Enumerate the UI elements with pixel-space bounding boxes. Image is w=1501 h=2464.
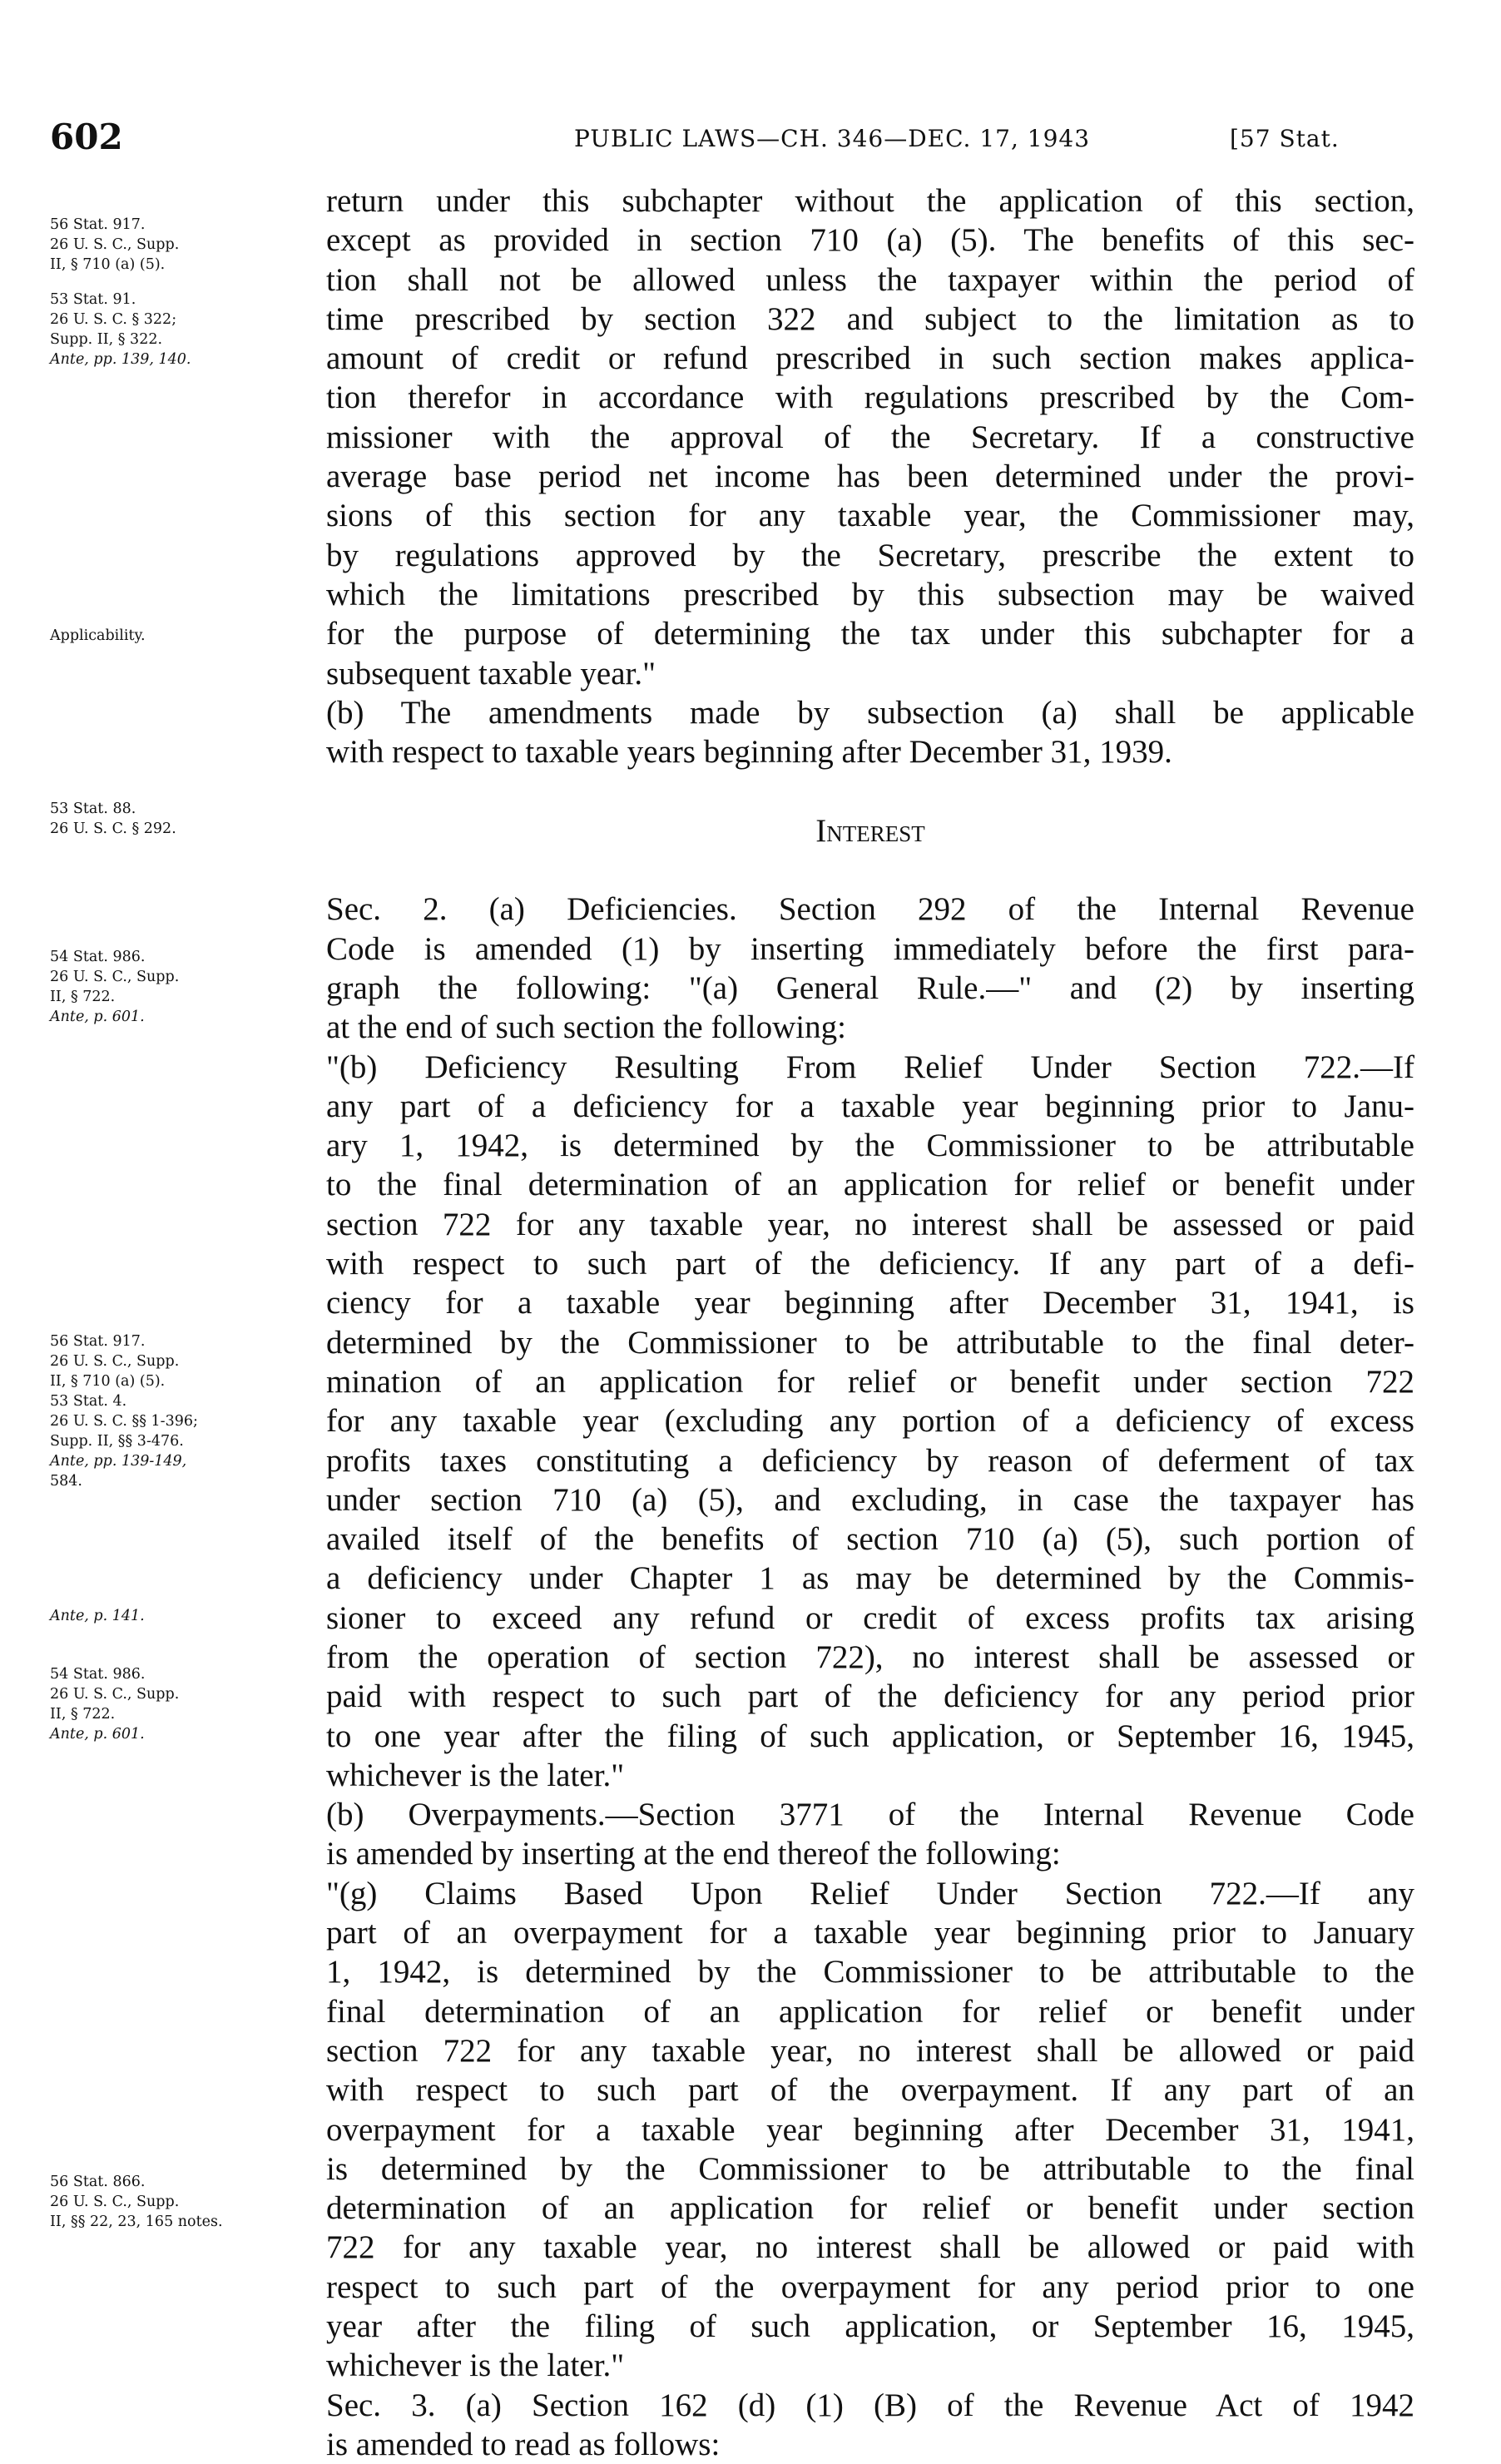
text-line: mination of an application for relief or benefit under section 722 bbox=[326, 1363, 1414, 1400]
text-line: tion therefor in accordance with regulations prescribed by the Com- bbox=[326, 379, 1414, 416]
text-line: return under this subchapter without the application of this section, bbox=[326, 183, 1414, 219]
text-line: from the operation of section 722), no interest shall be assessed or bbox=[326, 1639, 1414, 1675]
text-line: 1, 1942, is determined by the Commissioner to be attributable to the bbox=[326, 1954, 1414, 1991]
text-line: (b) Overpayments.—Section 3771 of the Internal Revenue Code bbox=[326, 1797, 1414, 1833]
text-line: "(b) Deficiency Resulting From Relief Under Section 722.—If bbox=[326, 1049, 1414, 1085]
text-line: determined by the Commissioner to be attributable to the final deter- bbox=[326, 1324, 1414, 1361]
text-line: to the final determination of an application for relief or benefit under bbox=[326, 1167, 1414, 1203]
text-line: sioner to exceed any refund or credit of excess profits tax arising bbox=[326, 1599, 1414, 1636]
page-number: 602 bbox=[50, 117, 123, 157]
margin-note: 53 Stat. 91. 26 U. S. C. § 322; Supp. II, § 322. Ante, pp. 139, 140. bbox=[50, 291, 191, 368]
text-line: graph the following: "(a) General Rule.—" and (2) by inserting bbox=[326, 969, 1414, 1006]
body-text bbox=[326, 181, 1414, 2464]
text-line: part of an overpayment for a taxable year beginning prior to January bbox=[326, 1915, 1414, 1951]
text-line: whichever is the later." bbox=[326, 1757, 625, 1793]
blank-line bbox=[326, 850, 1414, 890]
text-line: with respect to such part of the overpayment. If any part of an bbox=[326, 2072, 1414, 2109]
text-line: paid with respect to such part of the deficiency for any period prior bbox=[326, 1678, 1414, 1715]
text-line: overpayment for a taxable year beginning after December 31, 1941, bbox=[326, 2111, 1414, 2148]
page-header bbox=[0, 117, 1501, 158]
text-line: any part of a deficiency for a taxable year beginning prior to Janu- bbox=[326, 1088, 1414, 1124]
text-line: 722 for any taxable year, no interest shall be allowed or paid with bbox=[326, 2229, 1414, 2266]
running-head: PUBLIC LAWS—CH. 346—DEC. 17, 1943 bbox=[574, 125, 1091, 152]
text-line: tion shall not be allowed unless the taxpayer within the period of bbox=[326, 261, 1414, 298]
text-line: final determination of an application for relief or benefit under bbox=[326, 1993, 1414, 2030]
text-line: Sec. 2. (a) Deficiencies. Section 292 of the Internal Revenue bbox=[326, 891, 1414, 928]
text-line: which the limitations prescribed by this subsection may be waived bbox=[326, 576, 1414, 612]
text-line: under section 710 (a) (5), and excluding, in case the taxpayer has bbox=[326, 1481, 1414, 1518]
text-line: (b) The amendments made by subsection (a) shall be applicable bbox=[326, 694, 1414, 731]
text-line: whichever is the later." bbox=[326, 2347, 625, 2384]
margin-note: Ante, p. 141. bbox=[50, 1608, 145, 1624]
margin-note: 56 Stat. 917. 26 U. S. C., Supp. II, § 710 (a) (5). 53 Stat. 4. 26 U. S. C. §§ 1-396; Supp. II, §§ 3-476. Ante, pp. 139-149, 584. bbox=[50, 1333, 198, 1490]
text-line: "(g) Claims Based Upon Relief Under Section 722.—If any bbox=[326, 1875, 1414, 1911]
section-heading-interest: Interest bbox=[815, 812, 925, 849]
margin-note: 56 Stat. 917. 26 U. S. C., Supp. II, § 710 (a) (5). bbox=[50, 216, 180, 273]
text-line: time prescribed by section 322 and subject to the limitation as to bbox=[326, 300, 1414, 337]
text-line: to one year after the filing of such application, or September 16, 1945, bbox=[326, 1718, 1414, 1754]
text-line: is amended by inserting at the end thereof the following: bbox=[326, 1836, 1061, 1872]
text-line: missioner with the approval of the Secretary. If a constructive bbox=[326, 419, 1414, 455]
text-line: average base period net income has been determined under the provi- bbox=[326, 459, 1414, 495]
text-line: section 722 for any taxable year, no interest shall be assessed or paid bbox=[326, 1206, 1414, 1242]
margin-note: 56 Stat. 866. 26 U. S. C., Supp. II, §§ 22, 23, 165 notes. bbox=[50, 2174, 223, 2230]
margin-note-applicability: Applicability. bbox=[50, 627, 146, 644]
text-line: sions of this section for any taxable year, the Commissioner may, bbox=[326, 498, 1414, 534]
text-line: ciency for a taxable year beginning after December 31, 1941, is bbox=[326, 1285, 1414, 1321]
text-line: is determined by the Commissioner to be attributable to the final bbox=[326, 2150, 1414, 2187]
text-line: is amended to read as follows: bbox=[326, 2426, 721, 2462]
volume-reference: [57 Stat. bbox=[1230, 125, 1340, 152]
text-line: respect to such part of the overpayment for any period prior to one bbox=[326, 2268, 1414, 2305]
margin-note: 53 Stat. 88. 26 U. S. C. § 292. bbox=[50, 801, 176, 837]
text-line: ary 1, 1942, is determined by the Commissioner to be attributable bbox=[326, 1128, 1414, 1164]
text-line: section 722 for any taxable year, no interest shall be allowed or paid bbox=[326, 2032, 1414, 2069]
text-line: Sec. 3. (a) Section 162 (d) (1) (B) of the Revenue Act of 1942 bbox=[326, 2387, 1414, 2423]
text-line: subsequent taxable year." bbox=[326, 655, 656, 692]
text-line: Code is amended (1) by inserting immediately before the first para- bbox=[326, 930, 1414, 967]
text-line: availed itself of the benefits of section 710 (a) (5), such portion of bbox=[326, 1521, 1414, 1558]
text-line: a deficiency under Chapter 1 as may be determined by the Commis- bbox=[326, 1560, 1414, 1597]
text-line: determination of an application for relief or benefit under section bbox=[326, 2190, 1414, 2227]
text-line: except as provided in section 710 (a) (5). The benefits of this sec- bbox=[326, 222, 1414, 259]
text-line: at the end of such section the following: bbox=[326, 1009, 846, 1046]
margin-note: 54 Stat. 986. 26 U. S. C., Supp. II, § 722. Ante, p. 601. bbox=[50, 949, 180, 1025]
text-line: year after the filing of such application, or September 16, 1945, bbox=[326, 2308, 1414, 2345]
text-line: profits taxes constituting a deficiency by reason of deferment of tax bbox=[326, 1442, 1414, 1479]
text-line: amount of credit or refund prescribed in such section makes applica- bbox=[326, 340, 1414, 377]
text-line: for any taxable year (excluding any portion of a deficiency of excess bbox=[326, 1403, 1414, 1440]
margin-note: 54 Stat. 986. 26 U. S. C., Supp. II, § 722. Ante, p. 601. bbox=[50, 1666, 180, 1743]
text-line: with respect to such part of the deficiency. If any part of a defi- bbox=[326, 1246, 1414, 1282]
text-line: for the purpose of determining the tax under this subchapter for a bbox=[326, 616, 1414, 652]
text-line: with respect to taxable years beginning after December 31, 1939. bbox=[326, 734, 1172, 771]
blank-line bbox=[326, 771, 1414, 811]
text-line: by regulations approved by the Secretary, prescribe the extent to bbox=[326, 537, 1414, 573]
